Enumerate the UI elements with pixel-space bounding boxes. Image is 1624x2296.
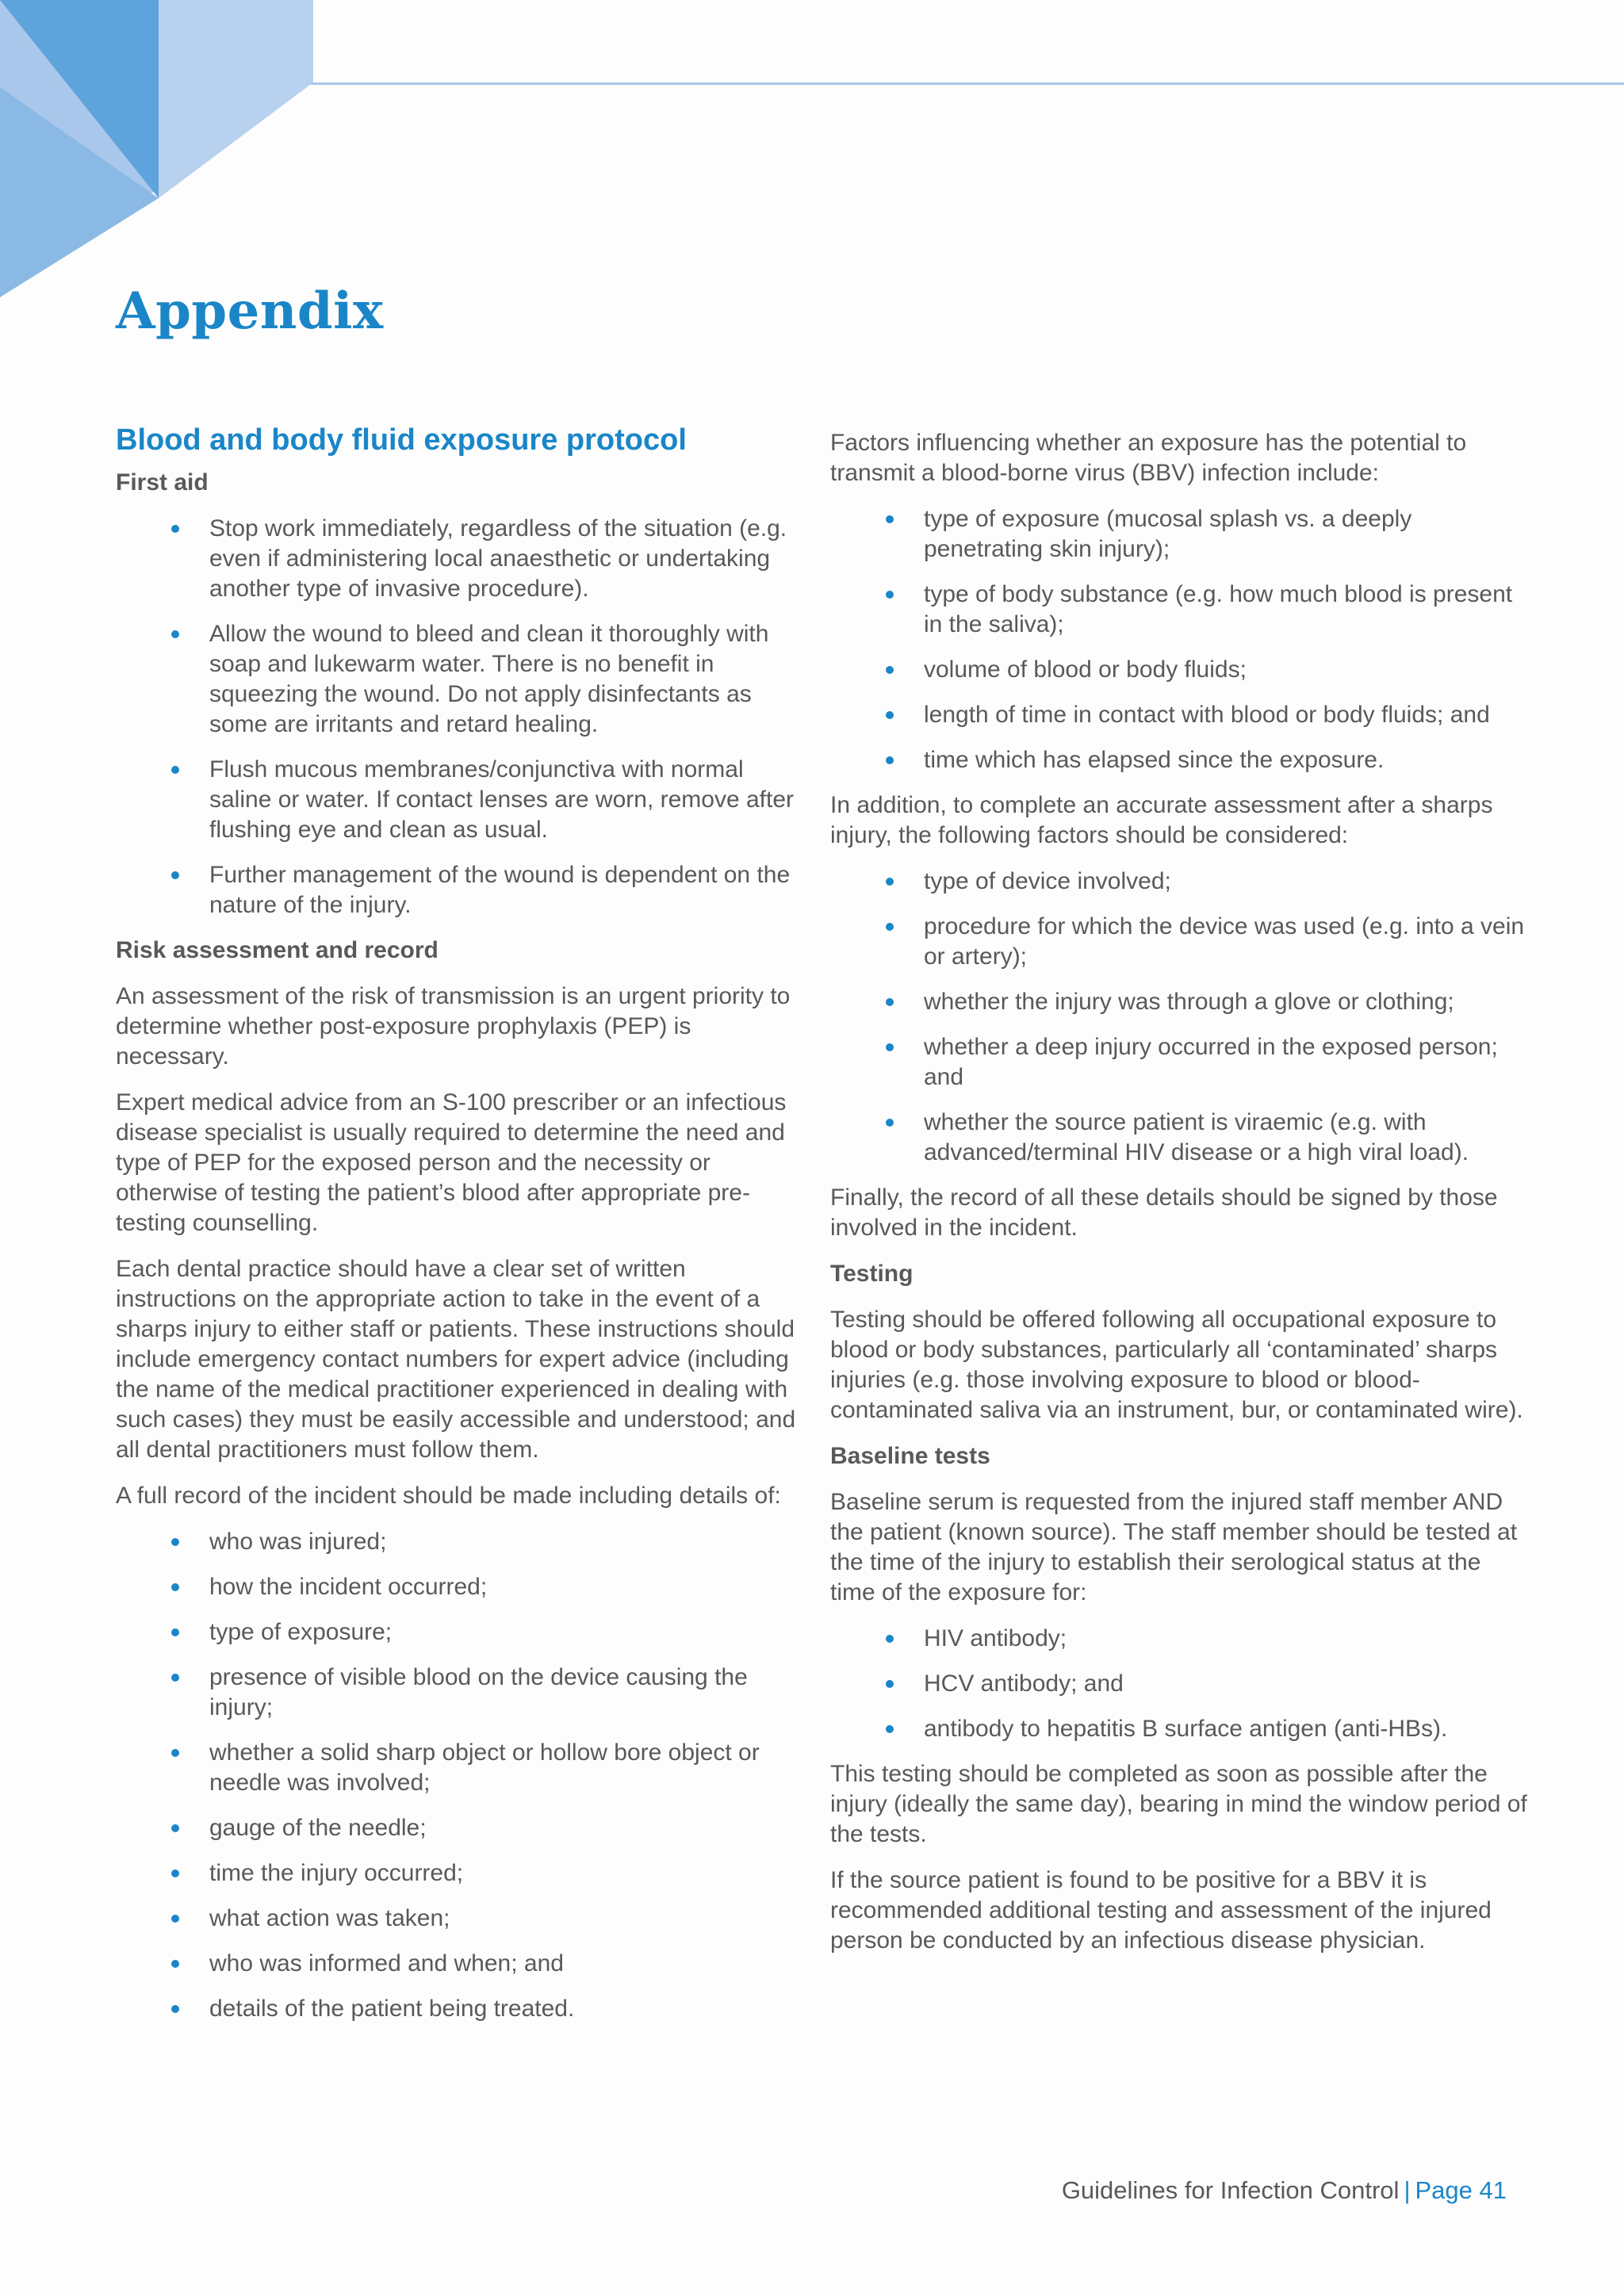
list-item: Allow the wound to bleed and clean it thoroughly with soap and lukewarm water. There is no benefit in squeezing the wound. Do not apply disinfectants as some are irritants and retard healing.: [209, 619, 798, 740]
corner-decoration: [0, 0, 333, 301]
paragraph: An assessment of the risk of transmission is an urgent priority to determine whether post-exposure prophylaxis (PEP) is necessary.: [116, 983, 791, 1070]
page-title: Appendix: [116, 281, 384, 341]
list-item: time which has elapsed since the exposure.: [924, 745, 1528, 775]
list-item: HIV antibody;: [924, 1624, 1528, 1654]
section-title: Blood and body fluid exposure protocol: [116, 423, 687, 457]
list-item: type of body substance (e.g. how much blood is present in the saliva);: [924, 580, 1528, 640]
baseline-heading: Baseline tests: [830, 1443, 990, 1469]
first-aid-list: [116, 514, 798, 920]
list-item: whether a deep injury occurred in the exposed person; and: [924, 1032, 1528, 1093]
list-item: type of exposure (mucosal splash vs. a deeply penetrating skin injury);: [924, 504, 1528, 564]
paragraph: Testing should be offered following all occupational exposure to blood or body substances, particularly all ‘contaminated’ sharps injuries (e.g. those involving exposure to blood or blood-contaminated saliva via an instrument, bur, or contaminated wire).: [830, 1307, 1523, 1423]
paragraph: Baseline serum is requested from the injured staff member AND the patient (known source). The staff member should be tested at the time of the injury to establish their serological status at the time of the exposure for:: [830, 1489, 1518, 1605]
list-item: type of exposure;: [209, 1617, 798, 1647]
footer-separator: |: [1404, 2176, 1411, 2204]
list-item: procedure for which the device was used (e.g. into a vein or artery);: [924, 912, 1528, 972]
factors-list: [830, 504, 1528, 775]
risk-heading: Risk assessment and record: [116, 937, 439, 963]
list-item: time the injury occurred;: [209, 1858, 798, 1888]
list-item: whether the source patient is viraemic (e.g. with advanced/terminal HIV disease or a high viral load).: [924, 1108, 1528, 1168]
list-item: length of time in contact with blood or body fluids; and: [924, 700, 1528, 730]
paragraph: Expert medical advice from an S-100 prescriber or an infectious disease specialist is usually required to determine the need and type of PEP for the exposed person and the necessity or otherwise of testing the patient’s blood after appropriate pre-testing counselling.: [116, 1089, 787, 1236]
record-details-list: [116, 1527, 798, 2024]
sharps-factors-list: [830, 867, 1528, 1168]
paragraph: Factors influencing whether an exposure has the potential to transmit a blood-borne virus (BBV) infection include:: [830, 430, 1467, 486]
list-item: volume of blood or body fluids;: [924, 655, 1528, 685]
list-item: HCV antibody; and: [924, 1669, 1528, 1699]
baseline-tests-list: [830, 1624, 1528, 1744]
header-rule: [311, 82, 1624, 85]
list-item: gauge of the needle;: [209, 1813, 798, 1843]
list-item: Further management of the wound is dependent on the nature of the injury.: [209, 860, 798, 920]
list-item: Flush mucous membranes/conjunctiva with normal saline or water. If contact lenses are worn, remove after flushing eye and clean as usual.: [209, 755, 798, 845]
list-item: how the incident occurred;: [209, 1572, 798, 1602]
page-footer: [1062, 2176, 1507, 2205]
list-item: who was informed and when; and: [209, 1949, 798, 1979]
paragraph: Each dental practice should have a clear set of written instructions on the appropriate action to take in the event of a sharps injury to either staff or patients. These instructions should include emergency contact numbers for expert advice (including the name of the medical practitioner experienced in dealing with such cases) they must be easily accessible and understood; and all dental practitioners must follow them.: [116, 1256, 796, 1463]
page-number: Page 41: [1415, 2176, 1507, 2204]
list-item: whether the injury was through a glove or clothing;: [924, 987, 1528, 1017]
paragraph: Finally, the record of all these details should be signed by those involved in the incident.: [830, 1184, 1498, 1241]
right-column: [830, 428, 1528, 1972]
paragraph: If the source patient is found to be positive for a BBV it is recommended additional testing and assessment of the injured person be conducted by an infectious disease physician.: [830, 1867, 1492, 1954]
list-item: Stop work immediately, regardless of the situation (e.g. even if administering local anaesthetic or undertaking another type of invasive procedure).: [209, 514, 798, 604]
left-column: [116, 422, 798, 2039]
list-item: details of the patient being treated.: [209, 1994, 798, 2024]
list-item: who was injured;: [209, 1527, 798, 1557]
footer-doc-title: Guidelines for Infection Control: [1061, 2176, 1400, 2204]
list-item: presence of visible blood on the device causing the injury;: [209, 1663, 798, 1723]
list-item: type of device involved;: [924, 867, 1528, 897]
testing-heading: Testing: [830, 1261, 914, 1287]
list-item: antibody to hepatitis B surface antigen (anti-HBs).: [924, 1714, 1528, 1744]
paragraph: In addition, to complete an accurate assessment after a sharps injury, the following factors should be considered:: [830, 792, 1493, 848]
list-item: what action was taken;: [209, 1904, 798, 1934]
paragraph: This testing should be completed as soon as possible after the injury (ideally the same day), bearing in mind the window period of the tests.: [830, 1761, 1527, 1847]
paragraph: A full record of the incident should be made including details of:: [116, 1483, 781, 1509]
first-aid-heading: First aid: [116, 469, 209, 496]
list-item: whether a solid sharp object or hollow bore object or needle was involved;: [209, 1738, 798, 1798]
